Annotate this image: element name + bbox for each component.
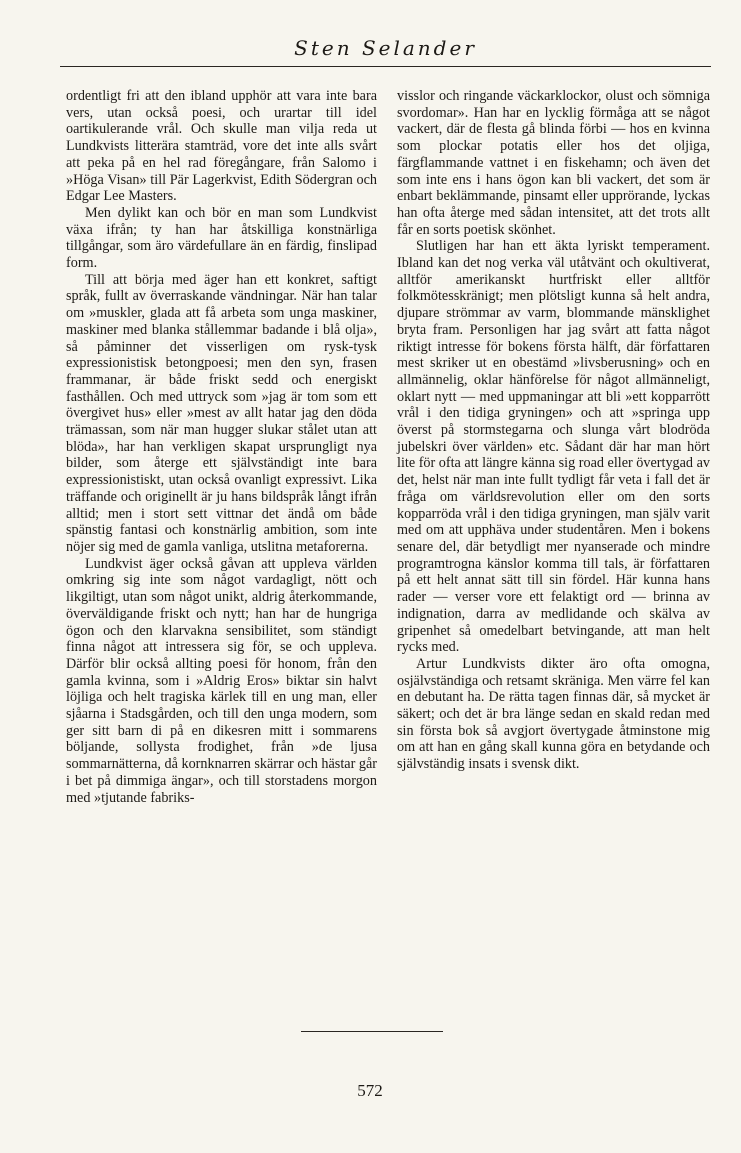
paragraph: Men dylikt kan och bör en man som Lundkvist växa ifrån; ty han har åtskilliga konstnärliga tillgångar, som äro värdefullare än en färdig, finslipad form. xyxy=(66,204,377,272)
paragraph: visslor och ringande väckarklockor, olust och sömniga svordomar». Han har en lycklig förmåga att se något vackert, där de flesta gå blinda förbi — hos en kvinna som plockar potatis eller hos det oljiga, färgflammande vattnet i en fiskehamn; och även det som inte ens i hans ögon kan bli vackert, det som är enbart beklämmande, pinsamt eller upprörande, lyckas han ofta återge med sådan intensitet, att det trots allt får en sorts poetisk skönhet. xyxy=(397,88,710,238)
running-head: Sten Selander xyxy=(294,36,477,60)
right-text-column xyxy=(397,88,710,773)
paragraph: Slutligen har han ett äkta lyriskt temperament. Ibland kan det nog verka väl utåtvänt och okultiverat, alltför amerikanskt hurtfriskt eller alltför folkmötesskränigt; men plötsligt kunna så helt andra, djupare strömmar av varm, blommande mänsklighet bryta fram. Personligen har jag svårt att fatta något riktigt intresse för bokens första hälft, där författaren mest skriker ut en obestämd »livsberusning» och en allmännelig, oklar hänförelse för något allmänneligt, oklart nytt — med uppmaningar att bli »ett kopparrött vrål i den tidiga gryningen» och att »springa upp överst på stormstegarna och slunga vårt blodröda jubelskri över världen» etc. Sådant där har man hört lite för ofta att längre känna sig road eller övertygad av det, helst när man inte fullt tydligt får veta i fall det är fråga om världsrevolution eller om den sorts kopparröda vrål i den tidiga gryningen, man själv varit med om att upphäva under studentåren. Men i bokens senare del, där betydligt mer nyanserade och mindre programtrogna känslor komma till tals, är författaren på ett helt annat sätt till sin fördel. Här kunna hans rader — verser vore ett felaktigt ord — brinna av indignation, darra av medlidande och skälva av gripenhet så omedelbart betvingande, att man helt rycks med. xyxy=(397,238,710,656)
paragraph: Lundkvist äger också gåvan att uppleva världen omkring sig inte som något vardagligt, nött och likgiltigt, utan som något unikt, aldrig återkommande, överväldigande friskt och nytt; han har de hungriga ögon och den klarvakna sensibilitet, som ständigt finna något att intressera sig för, se och uppleva. Därför blir också allting poesi för honom, från den gamla kvinna, som i »Aldrig Eros» biktar sin halvt löjliga och helt tragiska kärlek till en ung man, eller sjåarna i Stadsgården, och till den unga modern, som ger sitt barn di på en dikesren mitt i sommarens böljande, sollysta frodighet, från »de ljusa sommarnätterna, då kornknarren skärrar och hästar går i bet på dimmiga ängar», och till storstadens morgon med »tjutande fabriks- xyxy=(66,555,377,806)
header-rule xyxy=(60,66,711,67)
paragraph: Till att börja med äger han ett konkret, saftigt språk, fullt av överraskande vändningar. När han talar om »muskler, glada att få arbeta som unga maskiner, maskiner med blanka stållemmar badande i blå olja», så påminner det visserligen om rysk-tysk expressionistisk betongpoesi; men den syn, frasen frammanar, är både friskt sedd och energiskt fasthållen. Och med uttryck som »jag är tom som ett övergivet hus» eller »mest av allt hatar jag den döda trämassan, som när man hugger slukar stålet utan att blöda», har han verkligen skapat ursprungligt nya bilder, som återge ett självständigt inte bara expressionistiskt, utan också ovanligt expressivt. Lika träffande och originellt är ju hans bildspråk långt ifrån alltid; men i stort sett vittnar det ändå om både spänstig fantasi och konstnärlig ambition, som inte nöjer sig med de gamla vanliga, utslitna metaforerna. xyxy=(66,271,377,555)
paragraph: Artur Lundkvists dikter äro ofta omogna, osjälvständiga och retsamt skräniga. Men värre fel kan en debutant ha. De rätta tagen finnas där, så mycket är säkert; och det är bra länge sedan en skald redan med sin första bok så avgjort övertygade åtminstone mig om att han en gång skall kunna göra en betydande och självständig insats i svensk dikt. xyxy=(397,655,710,773)
paragraph: ordentligt fri att den ibland upphör att vara inte bara vers, utan också poesi, och urartar till idel oartikulerande vrål. Och skulle man vilja reda ut Lundkvists litterära stamträd, vore det inte alls svårt att peka på en hel rad föregångare, från Salomo i »Höga Visan» till Pär Lagerkvist, Edith Södergran och Edgar Lee Masters. xyxy=(66,88,377,205)
page-number: 572 xyxy=(357,1081,383,1100)
left-text-column xyxy=(66,88,377,806)
footer-rule xyxy=(301,1031,443,1032)
